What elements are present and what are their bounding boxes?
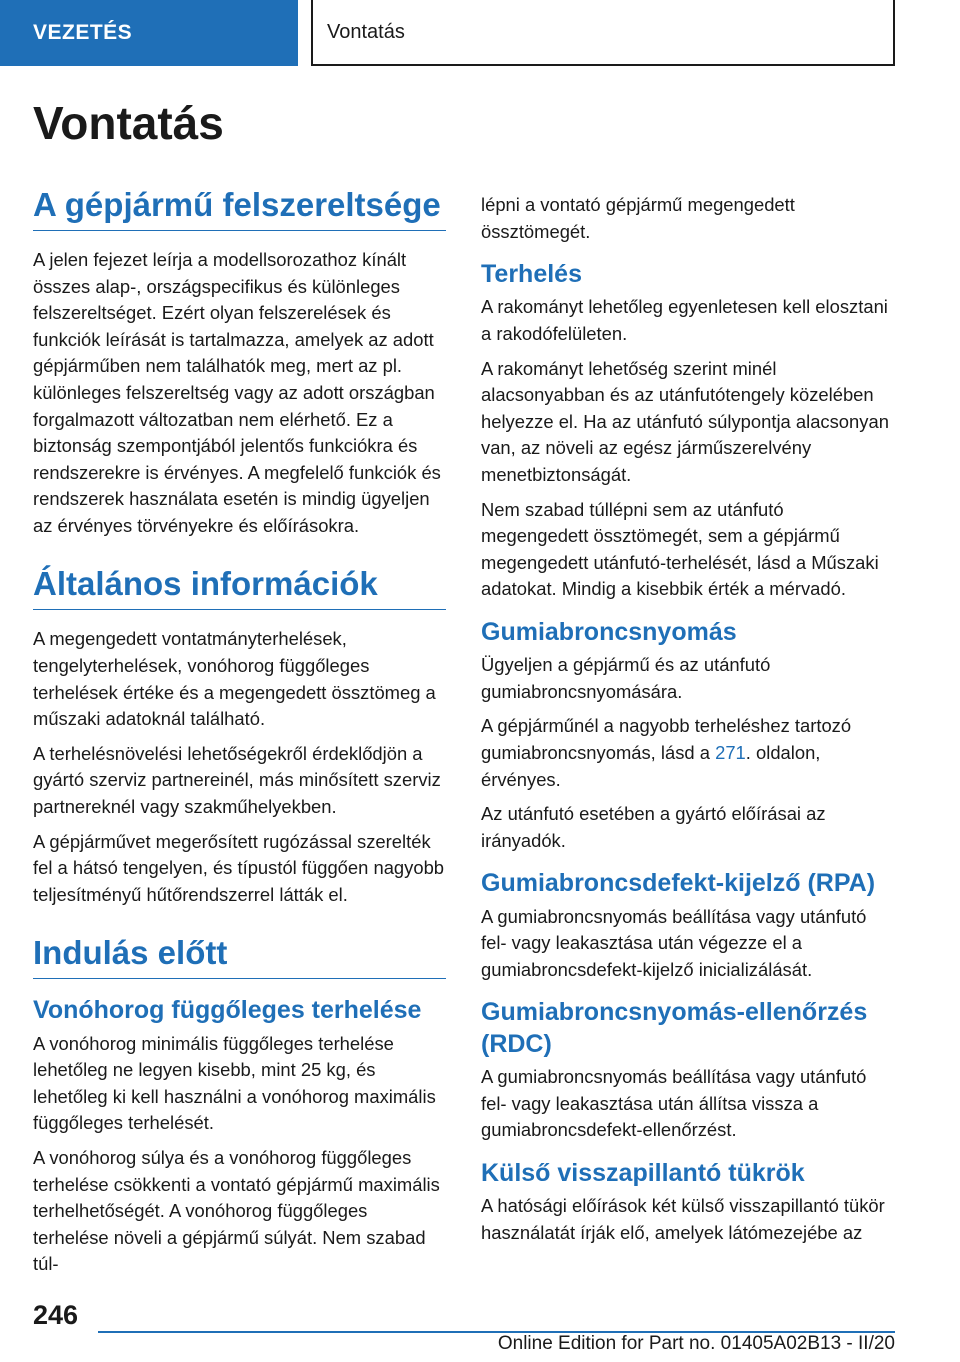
equipment-text: A jelen fejezet leírja a modellsorozathoz kínált összes alap-, országspecifikus és különleges felszereltséget. Ezért olyan felszerelések és funkciók leírását is tartalmazza, amelyek az adott gépjárműben nem találhatók meg, mert az pl. különleges felszereltség vagy az adott országban forgalmazott változatban nem elérhető. Ez a biztonság szempontjából jelentős funkciókra és rendszerekre is érvényes. A megfelelő funkciók és rendszerek használata esetén is mindig ügyeljen az érvényes törvényekre és előírásokra.: [33, 248, 441, 536]
mirrors-p1: A hatósági előírások két külső visszapillantó tükör használatát írják elő, amelyek látómezejébe az: [481, 1194, 885, 1243]
section-header: [311, 0, 895, 66]
chapter-tab[interactable]: [0, 0, 298, 66]
tire-pressure-p2: [481, 713, 895, 793]
page-link-271[interactable]: 271: [715, 742, 746, 763]
tire-pressure-heading: Gumiabroncsnyomás: [481, 617, 737, 646]
continued-text: lépni a vontató gépjármű megengedett össztömegét.: [481, 194, 795, 242]
before-heading: Indulás előtt: [33, 934, 446, 979]
rdc-p1: A gumiabroncsnyomás beállítása vagy utánfutó fel- vagy leakasztása után állítsa vissza a gumiabroncsdefekt-ellenőrzést.: [481, 1065, 867, 1141]
loading-heading: Terhelés: [481, 260, 582, 289]
rpa-p1: A gumiabroncsnyomás beállítása vagy utánfutó fel- vagy leakasztása után végezze el a gumiabroncsdefekt-kijelző inicializálását.: [481, 905, 867, 980]
tire-pressure-p3: Az utánfutó esetében a gyártó előírásai az irányadók.: [481, 803, 826, 851]
rpa-heading: Gumiabroncsdefekt-kijelző (RPA): [481, 869, 876, 898]
edition-note: Online Edition for Part no. 01405A02B13 - II/20: [497, 1333, 895, 1354]
right-column: [481, 192, 895, 1254]
general-heading: Általános információk: [33, 565, 446, 610]
mirrors-heading: Külső visszapillantó tükrök: [481, 1158, 805, 1187]
general-p2: A terhelésnövelési lehetőségekről érdeklődjön a gyártó szerviz partnereinél, más minősített szerviz partnereknél vagy szakműhelyekben.: [33, 742, 441, 817]
equipment-heading: A gépjármű felszereltsége: [33, 186, 446, 231]
tire-pressure-p2-start: A gépjárműnél a nagyobb terheléshez tartozó gumiabroncsnyomás, lásd a: [481, 715, 852, 763]
page-number: 246: [33, 1300, 79, 1330]
page-title: Vontatás: [33, 97, 224, 149]
loading-p3: Nem szabad túllépni sem az utánfutó megengedett össztömegét, sem a gépjármű megengedett utánfutó-terhelését, lásd a Műszaki adatokat. Mindig a kisebbik érték a mérvadó.: [481, 498, 879, 600]
tire-pressure-p2-end: . oldalon, érvényes.: [481, 742, 821, 790]
rdc-heading: Gumiabroncsnyomás-ellenőrzés (RDC): [481, 998, 868, 1058]
coupling-load-heading: Vonóhorog függőleges terhelése: [33, 996, 422, 1025]
general-p3: A gépjárművet megerősített rugózással szerelték fel a hátsó tengelyen, és típustól függően nagyobb teljesítményű hűtőrendszerrel látták el.: [33, 830, 445, 905]
chapter-label: VEZETÉS: [33, 21, 133, 44]
left-column: [33, 186, 446, 1286]
section-label: Vontatás: [327, 20, 405, 43]
coupling-load-p2: A vonóhorog súlya és a vonóhorog függőleges terhelése csökkenti a vontató gépjármű maximális terhelhetőségét. A vonóhorog függőleges terhelése növeli a gépjármű súlyát. Nem szabad túl-: [33, 1146, 440, 1275]
tire-pressure-p1: Ügyeljen a gépjármű és az utánfutó gumiabroncsnyomására.: [481, 654, 771, 702]
loading-p1: A rakományt lehetőleg egyenletesen kell elosztani a rakodófelületen.: [481, 296, 888, 345]
general-p1: A megengedett vontatmányterhelések, tengelyterhelések, vonóhorog függőleges terhelések értéke és a megengedett össztömeg a műszaki adatoknál található.: [33, 628, 436, 730]
loading-p2: A rakományt lehetőség szerint minél alacsonyabban és az utánfutótengely közelében helyezze el. Ha az utánfutó súlypontja alacsonyan van, az növeli az egész járműszerelvény menetbiztonságát.: [481, 357, 889, 485]
coupling-load-p1: A vonóhorog minimális függőleges terhelése lehetőleg ne legyen kisebb, mint 25 kg, és lehetőleg ki kell használni a vonóhorog maximális függőleges terhelését.: [33, 1032, 436, 1134]
